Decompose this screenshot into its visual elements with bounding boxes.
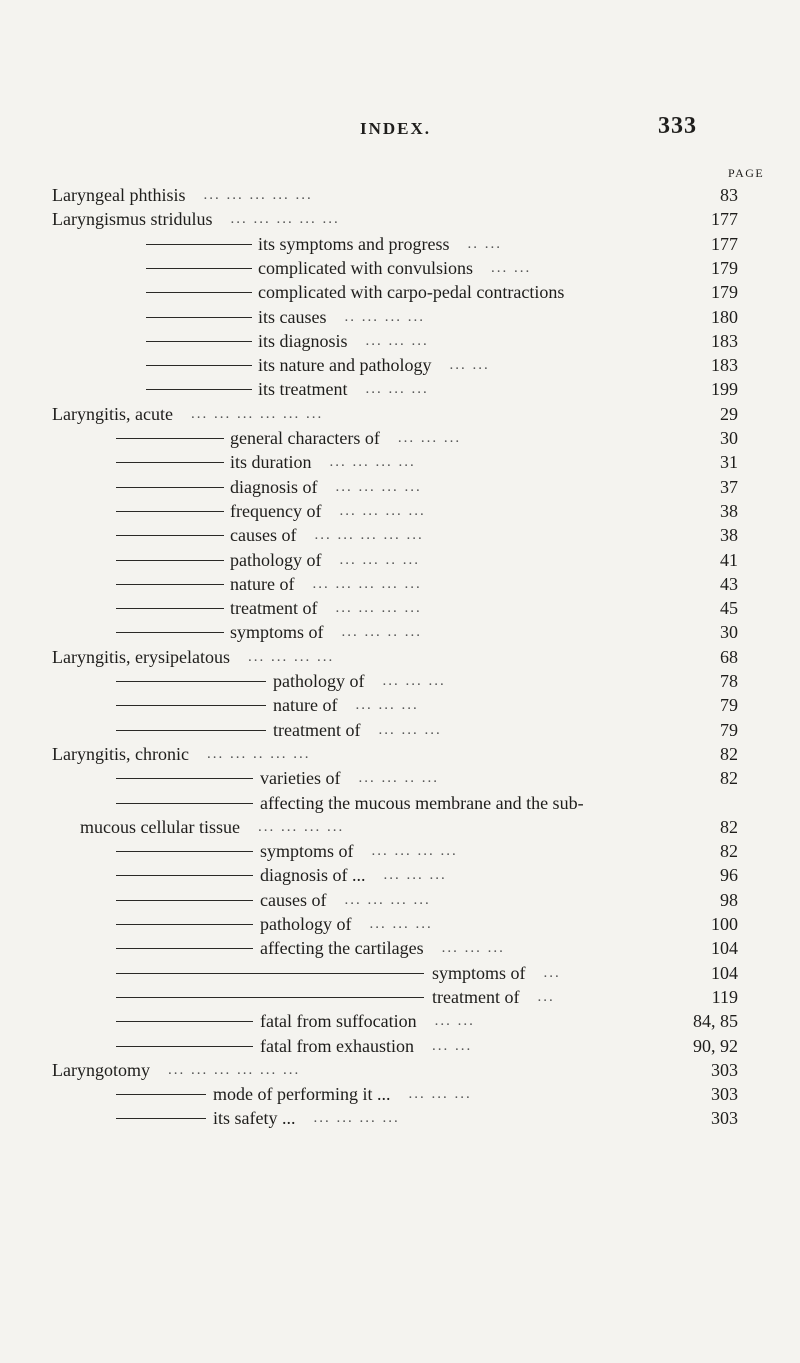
- entry-page-number: 41: [720, 549, 738, 570]
- entry-page-number: 82: [720, 841, 738, 862]
- entry-page-number: 78: [720, 671, 738, 691]
- index-entry: [0, 888, 800, 912]
- entry-page-number: 104: [711, 962, 738, 983]
- ditto-rule: [116, 1118, 206, 1119]
- entry-term: its causes: [258, 306, 327, 327]
- entry-term: complicated with convulsions: [258, 257, 473, 278]
- leader-dots: ... ... ... ...: [247, 648, 335, 665]
- leader-dots: ... ... ...: [365, 381, 429, 398]
- entry-term: Laryngismus stridulus: [52, 209, 213, 230]
- index-entry: [0, 912, 800, 936]
- index-entry: [0, 815, 800, 839]
- index-entry: [0, 718, 800, 742]
- leader-dots: ... ... ... ... ... ...: [167, 1061, 301, 1078]
- index-entry: [0, 936, 800, 960]
- entry-term: general characters of: [230, 428, 380, 448]
- ditto-rule: [146, 317, 252, 318]
- entry-term: pathology of: [230, 549, 322, 570]
- entry-term: symptoms of: [260, 841, 354, 862]
- leader-dots: ... ... ... ...: [344, 891, 431, 908]
- ditto-rule: [116, 438, 224, 439]
- index-entry: [0, 645, 800, 669]
- index-entry: [0, 839, 800, 863]
- index-entry: [0, 548, 800, 572]
- ditto-rule: [116, 997, 424, 998]
- running-head-title: INDEX.: [360, 119, 432, 138]
- leader-dots: ... ... ...: [378, 721, 442, 738]
- entry-page-number: 82: [720, 743, 738, 764]
- entry-page-number: 179: [711, 257, 738, 278]
- index-entry: [0, 1082, 800, 1106]
- entry-term: its diagnosis: [258, 330, 348, 351]
- index-entry: [0, 329, 800, 353]
- entry-term: symptoms of: [230, 622, 324, 643]
- leader-dots: ... ... ... ... ... ...: [190, 405, 324, 422]
- entry-term: diagnosis of ...: [260, 865, 366, 886]
- entry-page-number: 79: [720, 695, 738, 716]
- entry-page-number: 37: [720, 476, 738, 497]
- entry-page-number: 183: [711, 355, 738, 376]
- entry-term: symptoms of: [432, 962, 526, 983]
- entry-term: fatal from suffocation: [260, 1011, 417, 1032]
- ditto-rule: [116, 584, 224, 585]
- entry-term: causes of: [260, 889, 327, 910]
- entry-page-number: 30: [720, 428, 738, 448]
- leader-dots: ...: [543, 964, 561, 981]
- entry-page-number: 96: [720, 865, 738, 886]
- index-entry: [0, 620, 800, 644]
- leader-dots: ... ... ...: [365, 332, 429, 349]
- leader-dots: ... ... .. ...: [341, 624, 423, 641]
- index-entry: [0, 280, 800, 304]
- leader-dots: ...: [537, 988, 555, 1005]
- index-entry: [0, 426, 800, 450]
- leader-dots: ... ... ...: [369, 916, 433, 932]
- entry-page-number: 303: [711, 1084, 738, 1105]
- leader-dots: ... ...: [431, 1037, 473, 1054]
- index-entry: [0, 1034, 800, 1058]
- leader-dots: ... ... ... ...: [335, 600, 422, 617]
- index-entry: [0, 499, 800, 523]
- ditto-rule: [116, 1046, 253, 1047]
- leader-dots: ... ...: [449, 357, 490, 374]
- entry-term: frequency of: [230, 500, 322, 521]
- entry-term: affecting the cartilages: [260, 938, 424, 959]
- leader-dots: ... ... ...: [383, 867, 447, 884]
- leader-dots: ... ... ... ... ...: [312, 575, 422, 592]
- index-entry: [0, 693, 800, 717]
- index-entry: [0, 766, 800, 790]
- index-entry: [0, 863, 800, 887]
- entry-term: its symptoms and progress: [258, 233, 450, 254]
- index-entry: [0, 232, 800, 256]
- entry-page-number: 45: [720, 598, 738, 619]
- ditto-rule: [116, 948, 253, 949]
- entry-term: Laryngotomy: [52, 1059, 150, 1080]
- ditto-rule: [116, 487, 224, 488]
- entry-page-number: 29: [720, 403, 738, 424]
- entry-term: diagnosis of: [230, 476, 318, 497]
- leader-dots: ... ... ...: [408, 1086, 472, 1103]
- entry-term: mode of performing it ...: [213, 1084, 391, 1105]
- entry-page-number: 90, 92: [693, 1035, 738, 1056]
- entry-page-number: 68: [720, 646, 738, 667]
- index-entry: [0, 985, 800, 1009]
- index-entry: [0, 450, 800, 474]
- entry-page-number: 31: [720, 452, 738, 473]
- entry-page-number: 177: [711, 209, 738, 230]
- ditto-rule: [116, 632, 224, 633]
- entry-page-number: 79: [720, 719, 738, 740]
- leader-dots: ... ... ... ... ...: [230, 211, 340, 228]
- entry-term: Laryngitis, chronic: [52, 743, 189, 764]
- ditto-rule: [116, 535, 224, 536]
- ditto-rule: [146, 389, 252, 390]
- index-entry: [0, 183, 800, 207]
- ditto-rule: [116, 900, 253, 901]
- ditto-rule: [146, 244, 252, 245]
- leader-dots: ... ... .. ... ...: [206, 745, 311, 762]
- ditto-rule: [116, 705, 266, 706]
- index-entry: [0, 572, 800, 596]
- entry-term: affecting the mucous membrane and the sub-: [260, 792, 584, 813]
- index-entry: [0, 377, 800, 401]
- entry-term: pathology of: [273, 671, 365, 691]
- entry-page-number: 82: [720, 768, 738, 789]
- entry-term: treatment of: [432, 986, 520, 1007]
- entry-term: nature of: [230, 573, 295, 594]
- ditto-rule: [116, 851, 253, 852]
- index-entry: [0, 1009, 800, 1033]
- entry-page-number: 303: [711, 1059, 738, 1080]
- leader-dots: ... ... ... ...: [339, 502, 426, 519]
- ditto-rule: [116, 973, 424, 974]
- entry-term: its safety ...: [213, 1108, 296, 1129]
- leader-dots: .. ...: [467, 235, 502, 252]
- entry-page-number: 177: [711, 233, 738, 254]
- index-entry: [0, 207, 800, 231]
- entry-page-number: 84, 85: [693, 1011, 738, 1032]
- leader-dots: ... ... ... ...: [313, 1110, 400, 1127]
- entry-page-number: 183: [711, 330, 738, 351]
- entry-term: fatal from exhaustion: [260, 1035, 414, 1056]
- entry-page-number: 43: [720, 573, 738, 594]
- index-entry: [0, 475, 800, 499]
- entry-term: Laryngeal phthisis: [52, 185, 186, 205]
- index-entry: [0, 669, 800, 693]
- leader-dots: ... ... ... ...: [335, 478, 422, 495]
- entry-page-number: 119: [711, 986, 738, 1007]
- entry-term: varieties of: [260, 768, 341, 789]
- ditto-rule: [116, 511, 224, 512]
- leader-dots: ... ... ... ... ...: [314, 527, 424, 544]
- ditto-rule: [116, 462, 224, 463]
- index-entry: [0, 742, 800, 766]
- entry-page-number: 30: [720, 622, 738, 643]
- entry-page-number: 104: [711, 938, 738, 959]
- index-entry: [0, 523, 800, 547]
- ditto-rule: [116, 924, 253, 925]
- index-entry: [0, 353, 800, 377]
- ditto-rule: [116, 681, 266, 682]
- ditto-rule: [116, 730, 266, 731]
- leader-dots: ... ... ...: [382, 673, 446, 689]
- ditto-rule: [116, 1021, 253, 1022]
- ditto-rule: [116, 560, 224, 561]
- ditto-rule: [146, 341, 252, 342]
- entry-page-number: 303: [711, 1108, 738, 1129]
- leader-dots: ... ... ...: [441, 940, 505, 957]
- index-entry: [0, 305, 800, 329]
- page-number: 333: [658, 113, 697, 139]
- ditto-rule: [146, 268, 252, 269]
- leader-dots: ... ... ... ...: [371, 843, 458, 860]
- leader-dots: ... ... ...: [397, 430, 462, 446]
- entry-term: nature of: [273, 695, 338, 716]
- index-entry: [0, 1106, 800, 1130]
- entry-page-number: 98: [720, 889, 738, 910]
- entry-term: treatment of: [230, 598, 318, 619]
- index-entry: [0, 1058, 800, 1082]
- entry-term: complicated with carpo-pedal contractions: [258, 282, 565, 303]
- entry-term: its nature and pathology: [258, 355, 432, 376]
- leader-dots: .. ... ... ...: [344, 308, 425, 325]
- entry-page-number: 199: [711, 379, 738, 400]
- entry-page-number: 82: [720, 816, 738, 837]
- ditto-rule: [146, 292, 252, 293]
- entry-page-number: 38: [720, 525, 738, 546]
- index-entry: [0, 402, 800, 426]
- ditto-rule: [116, 1094, 206, 1095]
- leader-dots: ... ... ... ...: [257, 818, 345, 835]
- entry-term: its duration: [230, 452, 312, 473]
- entry-term: treatment of: [273, 719, 361, 740]
- entry-page-number: 179: [711, 282, 738, 303]
- leader-dots: ... ... .. ...: [358, 770, 439, 787]
- index-entry: [0, 961, 800, 985]
- index-entry: [0, 791, 800, 815]
- entry-page-number: 180: [711, 306, 738, 327]
- entry-term: mucous cellular tissue: [80, 816, 240, 837]
- index-entry: [0, 256, 800, 280]
- index-entry: [0, 596, 800, 620]
- entry-page-number: 38: [720, 500, 738, 521]
- ditto-rule: [146, 365, 252, 366]
- leader-dots: ... ... .. ...: [339, 551, 420, 568]
- entry-page-number: 100: [711, 914, 738, 934]
- entry-term: causes of: [230, 525, 297, 546]
- ditto-rule: [116, 803, 253, 804]
- ditto-rule: [116, 875, 253, 876]
- leader-dots: ... ...: [490, 259, 532, 276]
- leader-dots: ... ...: [434, 1013, 475, 1030]
- leader-dots: ... ... ... ... ...: [203, 187, 313, 203]
- page-column-label: PAGE: [728, 166, 765, 180]
- entry-term: Laryngitis, acute: [52, 403, 173, 424]
- entry-term: pathology of: [260, 914, 352, 934]
- entry-term: Laryngitis, erysipelatous: [52, 646, 230, 667]
- ditto-rule: [116, 608, 224, 609]
- entry-term: its treatment: [258, 379, 348, 400]
- ditto-rule: [116, 778, 253, 779]
- leader-dots: ... ... ...: [355, 697, 419, 714]
- entry-page-number: 83: [720, 185, 738, 205]
- leader-dots: ... ... ... ...: [329, 454, 416, 471]
